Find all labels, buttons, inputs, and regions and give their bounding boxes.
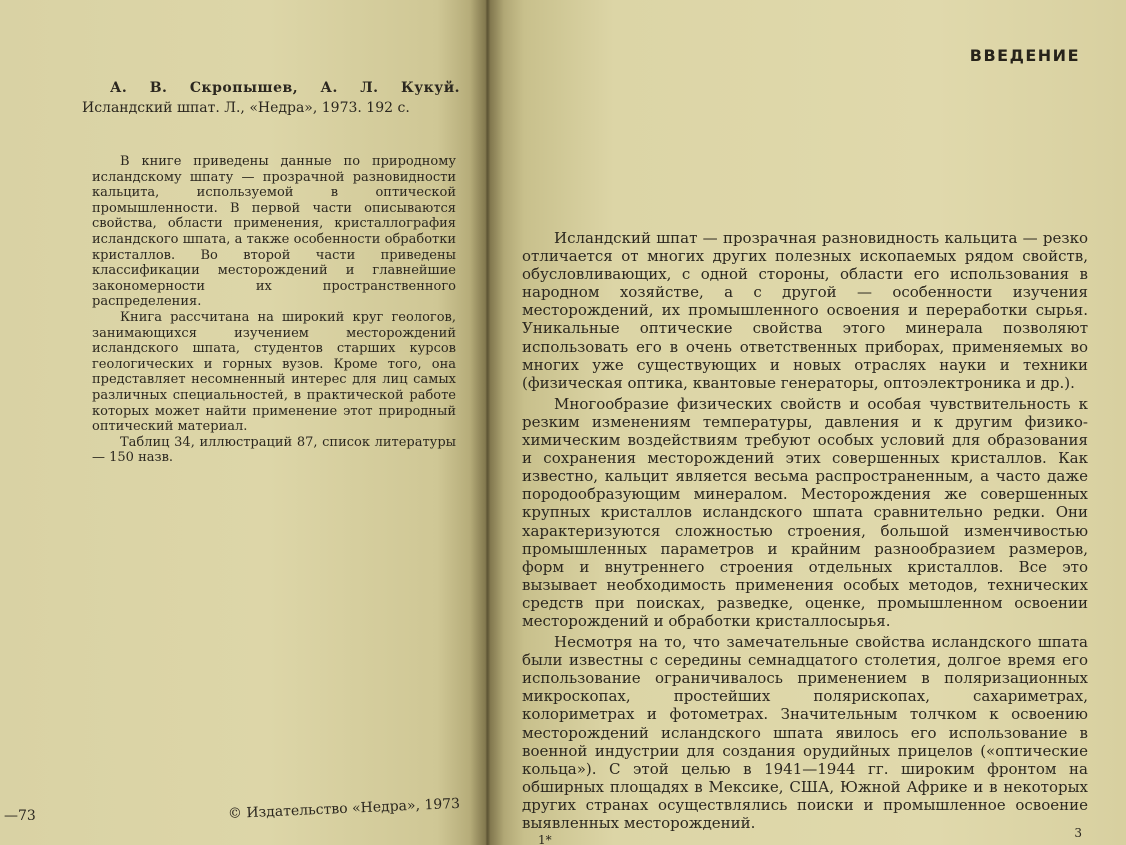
abstract-paragraph: Книга рассчитана на широкий круг геологов, занимающихся изучением месторождений исландского шпата, студентов старших курсов геологических и горных вузов. Кроме того, она представляет несомненный интерес для лиц самых различных специальностей, в практической работе которых может найти применение этот природный оптический материал. (92, 309, 456, 435)
body-text (522, 229, 1088, 832)
citation-authors: А. В. Скропышев, А. Л. Кукуй. (110, 80, 460, 96)
bibliographic-citation (82, 78, 460, 118)
publisher-imprint: © Издательство «Недра», 1973 (227, 795, 461, 822)
citation-details: Исландский шпат. Л., «Недра», 1973. 192 с. (82, 100, 410, 116)
abstract-paragraph: Таблиц 34, иллюстраций 87, список литературы — 150 назв. (92, 434, 456, 466)
book-gutter (470, 0, 504, 845)
body-paragraph: Исландский шпат — прозрачная разновидность кальцита — резко отличается от многих других полезных ископаемых рядом свойств, обусловливающих, с одной стороны, области его использования в народном хозяйстве, а с другой — особенности изучения месторождений, их промышленного освоения и переработки сырья. Уникальные оптические свойства этого минерала позволяют использовать его в очень ответственных приборах, применяемых во многих уже существующих и новых отраслях науки и техники (физическая оптика, квантовые генераторы, оптоэлектроника и др.). (522, 229, 1088, 392)
body-paragraph: Несмотря на то, что замечательные свойства исландского шпата были известны с середины семнадцатого столетия, долгое время его использование ограничивалось применением в поляризационных микроскопах, простейших полярископах, сахариметрах, колориметрах и фотометрах. Значительным толчком к освоению месторождений исландского шпата явилось его использование в военной индустрии для создания орудийных прицелов («оптические кольца»). С этой целью в 1941—1944 гг. широким фронтом на обширных площадях в Мексике, США, Южной Африке и в некоторых других странах осуществлялись поиски и промышленное освоение выявленных месторождений. (522, 633, 1088, 832)
left-page-number: —73 (4, 808, 36, 824)
printer-signature-mark: 1* (538, 833, 552, 845)
section-title: ВВЕДЕНИЕ (969, 46, 1080, 65)
abstract-paragraph: В книге приведены данные по природному исландскому шпату — прозрачной разновидности кальцита, используемой в оптической промышленности. В первой части описываются свойства, области применения, кристаллография исландского шпата, а также особенности обработки кристаллов. Во второй части приведены классификации месторождений и главнейшие закономерности их пространственного распределения. (92, 154, 456, 310)
right-page-number: 3 (1074, 826, 1082, 840)
body-paragraph: Многообразие физических свойств и особая чувствительность к резким изменениям температуры, давления и к другим физико-химическим воздействиям требуют особых условий для образования и сохранения месторождений этих совершенных кристаллов. Как известно, кальцит является весьма распространенным, а часто даже породообразующим минералом. Месторождения же совершенных крупных кристаллов исландского шпата сравнительно редки. Они характеризуются сложностью строения, большой изменчивостью промышленных параметров и крайним разнообразием размеров, форм и внутреннего строения отдельных кристаллов. Все это вызывает необходимость применения особых методов, технических средств при поисках, разведке, оценке, промышленном освоении месторождений и обработки кристаллосырья. (522, 394, 1088, 630)
abstract (92, 154, 456, 466)
left-page (0, 0, 486, 845)
right-page (486, 0, 1126, 845)
